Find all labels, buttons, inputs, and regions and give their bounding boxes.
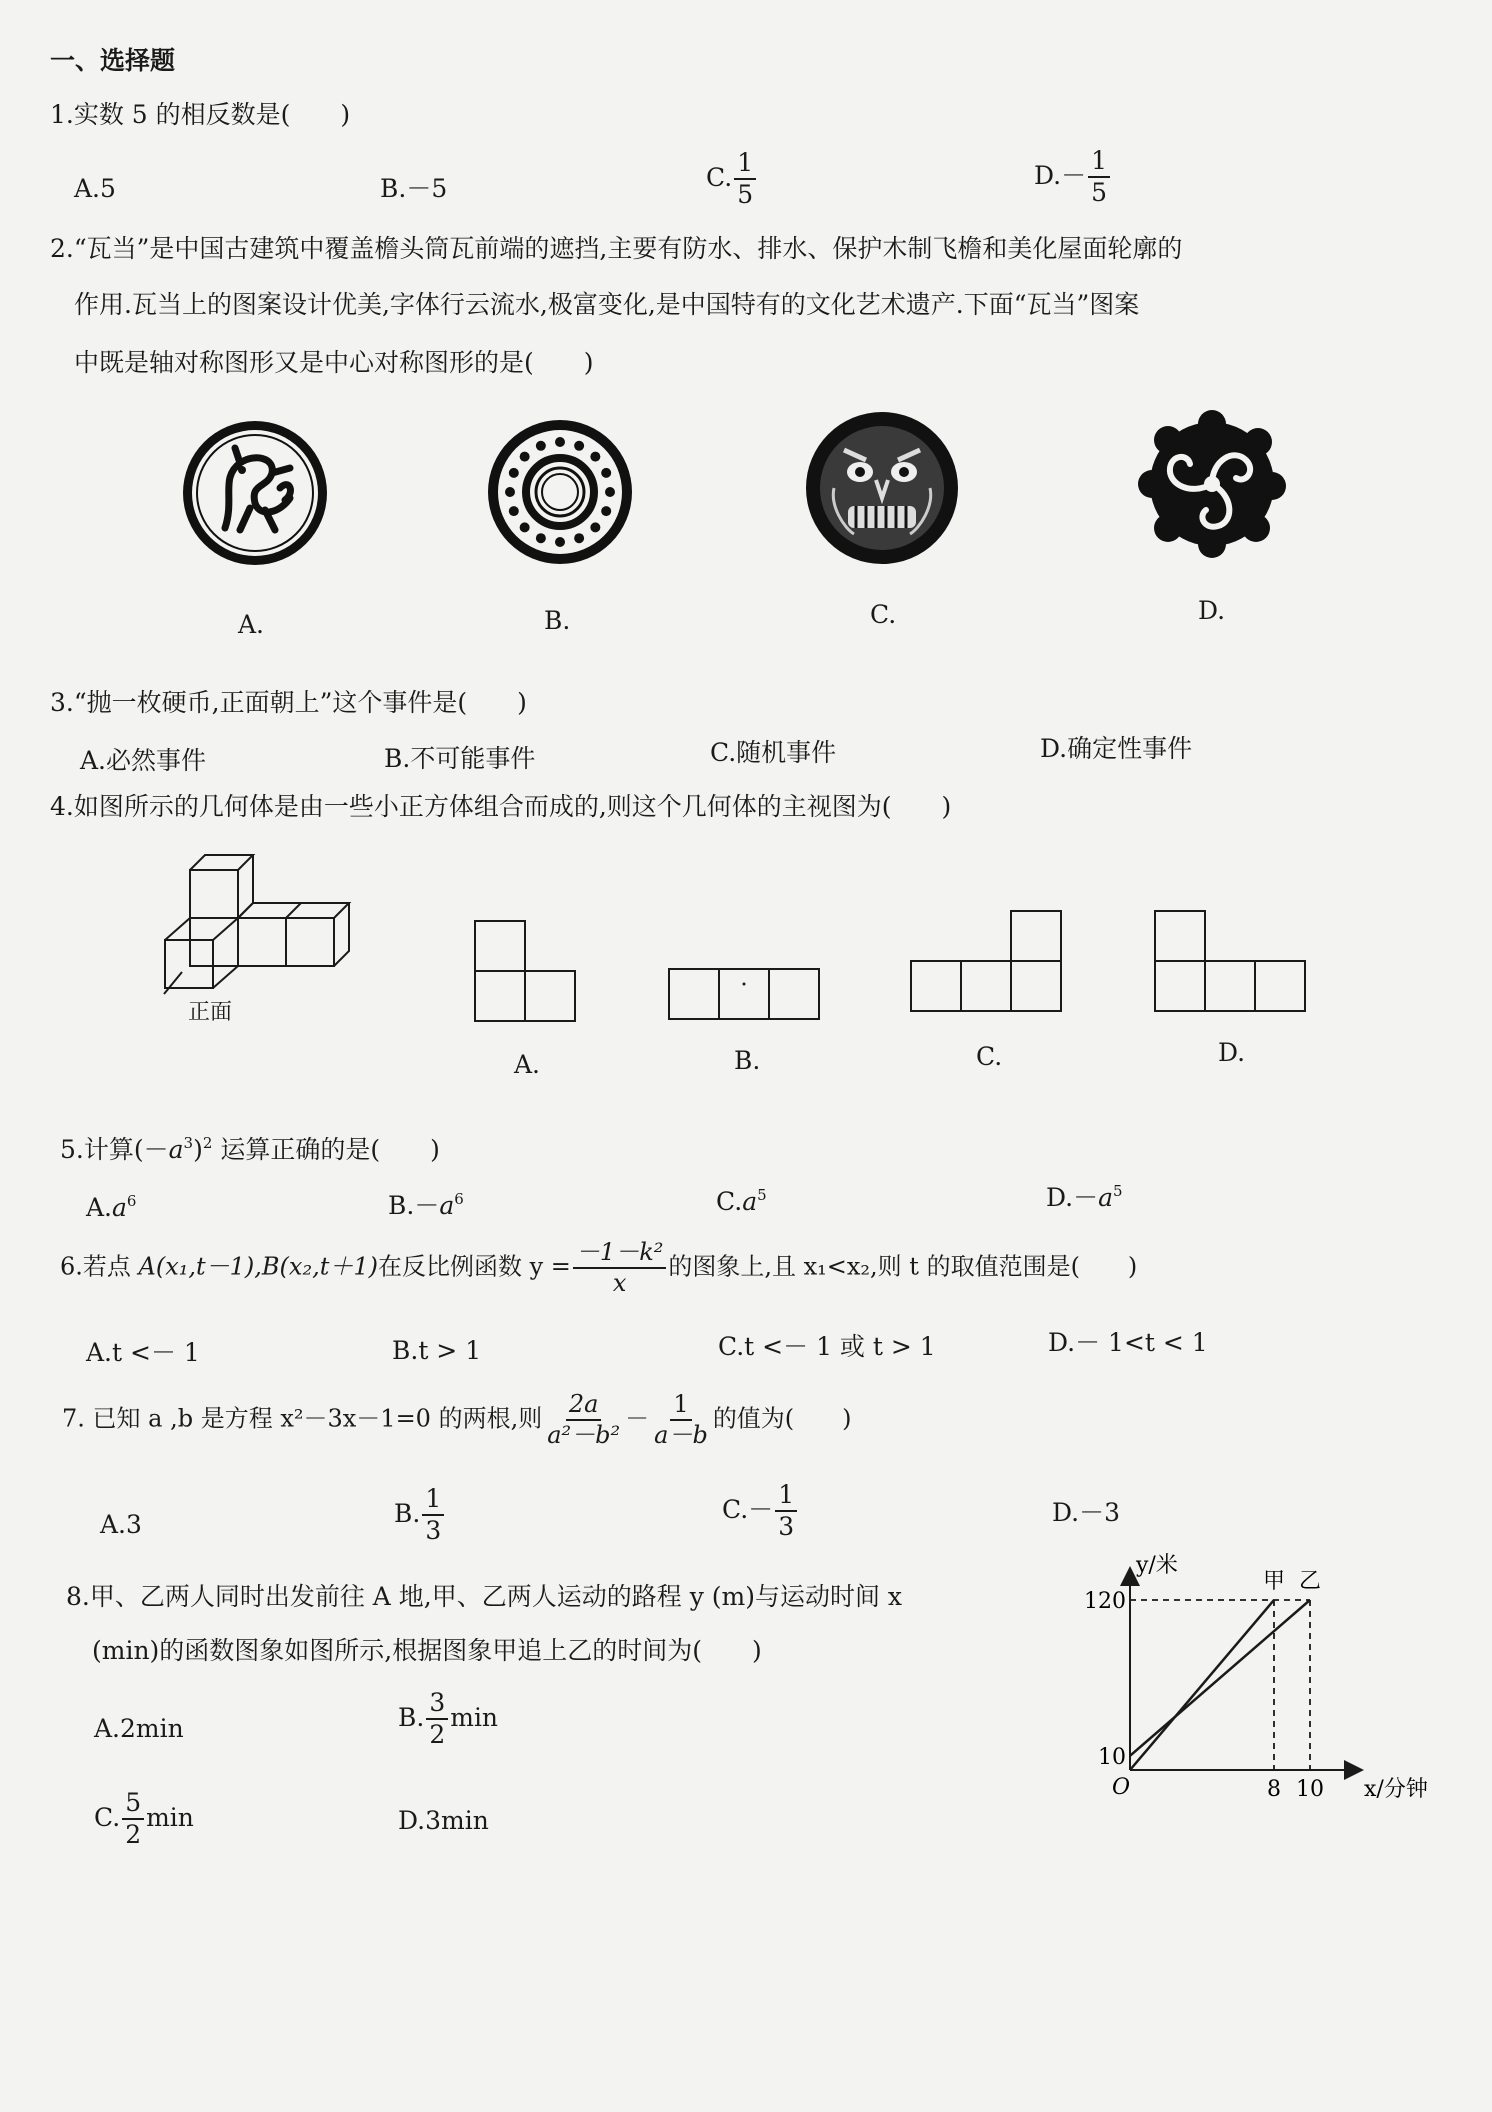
q6-post: 的图象上,且 x₁<x₂,则 t 的取值范围是( ) xyxy=(668,1252,1138,1281)
q1-option-c-fraction xyxy=(734,150,756,209)
q6-fraction-den: x xyxy=(612,1269,627,1298)
q7-option-b-prefix: B. xyxy=(394,1498,421,1528)
q3-option-a: A.必然事件 xyxy=(80,746,207,775)
q4-stem: 4.如图所示的几何体是由一些小正方体组合而成的,则这个几何体的主视图为( ) xyxy=(50,792,952,821)
q8-option-b-den: 2 xyxy=(429,1720,446,1750)
q4-option-d-figure xyxy=(1150,906,1310,1016)
q5-stem-var: a xyxy=(168,1135,184,1164)
series-lines xyxy=(1130,1600,1310,1770)
q5-stem-exp: 3 xyxy=(183,1134,194,1152)
q5-stem-exp2: 2 xyxy=(202,1134,213,1152)
q1-option-c xyxy=(706,150,758,209)
q1-stem: 1.实数 5 的相反数是( ) xyxy=(50,100,351,129)
q1-option-c-num: 1 xyxy=(734,150,756,180)
q2-label-b: B. xyxy=(544,606,571,635)
q5-option-b-prefix: B.－ xyxy=(388,1191,440,1220)
wadang-d-image xyxy=(1138,410,1286,558)
q6-points: A(x₁,t－1),B(x₂,t＋1) xyxy=(138,1252,378,1281)
q1-option-d-prefix: D.－ xyxy=(1034,160,1087,190)
q1-option-c-prefix: C. xyxy=(706,162,733,192)
q7-fraction-2 xyxy=(651,1392,711,1448)
q3-option-c: C.随机事件 xyxy=(710,738,837,767)
q4-label-a: A. xyxy=(514,1050,541,1079)
q3-option-d: D.确定性事件 xyxy=(1040,734,1193,763)
q6-option-a: A.t <－ 1 xyxy=(86,1338,200,1367)
q5-stem-pre: 5.计算(－ xyxy=(60,1135,169,1164)
q5-option-c-prefix: C. xyxy=(716,1187,743,1216)
wadang-c-image xyxy=(804,410,960,566)
q7-fraction-1 xyxy=(544,1392,623,1448)
q5-option-c-exp: 5 xyxy=(757,1186,767,1204)
q8-option-c-fraction xyxy=(122,1790,144,1849)
q5-option-a xyxy=(86,1194,136,1220)
q7-option-b-fraction xyxy=(422,1486,444,1545)
q6-option-b: B.t > 1 xyxy=(392,1336,482,1365)
q8-option-b-num: 3 xyxy=(426,1690,448,1720)
q1-option-c-den: 5 xyxy=(737,180,754,210)
q8-option-c-unit: min xyxy=(146,1802,194,1832)
q5-stem xyxy=(60,1136,440,1162)
q5-option-b xyxy=(388,1192,464,1218)
wadang-a-image xyxy=(180,418,330,568)
x-tick-10: 10 xyxy=(1296,1777,1324,1802)
q3-option-b: B.不可能事件 xyxy=(384,744,536,773)
origin-label: O xyxy=(1112,1775,1131,1800)
q5-option-d-exp: 5 xyxy=(1113,1182,1123,1200)
q1-option-d xyxy=(1034,148,1112,207)
q8-option-c-prefix: C. xyxy=(94,1802,121,1832)
q1-option-a: A.5 xyxy=(74,174,116,203)
x-tick-8: 8 xyxy=(1267,1777,1281,1802)
q7-minus: － xyxy=(625,1404,650,1433)
q8-option-a: A.2min xyxy=(94,1714,184,1743)
q1-option-d-fraction xyxy=(1088,148,1110,207)
q5-option-a-exp: 6 xyxy=(126,1192,137,1210)
q8-option-c xyxy=(94,1790,194,1849)
q7-option-b xyxy=(394,1486,446,1545)
x-axis-label: x/分钟 xyxy=(1364,1777,1428,1802)
q4-option-b-figure xyxy=(664,964,824,1024)
q1-option-d-den: 5 xyxy=(1091,178,1108,208)
q8-option-b-fraction xyxy=(426,1690,448,1749)
q2-label-c: C. xyxy=(870,600,897,629)
q5-option-b-exp: 6 xyxy=(454,1190,464,1208)
q7-option-c xyxy=(722,1482,799,1541)
q7-option-c-fraction xyxy=(775,1482,797,1541)
q4-option-c-figure xyxy=(906,906,1066,1016)
q5-option-d xyxy=(1046,1184,1123,1210)
q6-fraction-num: －1－k² xyxy=(573,1240,666,1269)
q8-option-c-num: 5 xyxy=(122,1790,144,1820)
series-line-1 xyxy=(1130,1600,1310,1756)
dashed-guides xyxy=(1130,1600,1310,1770)
q7-option-c-prefix: C.－ xyxy=(722,1494,774,1524)
q4-option-a-figure xyxy=(470,916,580,1026)
q6-pre: 6.若点 xyxy=(60,1252,139,1281)
q2-line2: 作用.瓦当上的图案设计优美,字体行云流水,极富变化,是中国特有的文化艺术遗产.下面“瓦当”图案 xyxy=(74,290,1140,319)
q5-option-d-prefix: D.－ xyxy=(1046,1183,1099,1212)
q8-option-b-unit: min xyxy=(450,1702,499,1732)
q6-mid: 在反比例函数 y = xyxy=(377,1252,571,1281)
q7-option-a: A.3 xyxy=(100,1510,142,1539)
series-label-yi: 乙 xyxy=(1298,1569,1322,1594)
q7-option-d: D.－3 xyxy=(1052,1498,1121,1527)
q7-option-b-num: 1 xyxy=(422,1486,444,1516)
q5-stem-post: 运算正确的是( ) xyxy=(212,1135,440,1164)
wadang-b-image xyxy=(486,418,634,566)
q8-option-b-prefix: B. xyxy=(398,1702,425,1732)
series-line-0 xyxy=(1130,1600,1274,1770)
q8-option-d: D.3min xyxy=(398,1806,489,1835)
q7-f2-num: 1 xyxy=(670,1392,691,1421)
q6-fraction xyxy=(573,1240,666,1296)
q2-line3: 中既是轴对称图形又是中心对称图形的是( ) xyxy=(74,348,594,377)
q5-option-c xyxy=(716,1188,767,1214)
q7-post: 的值为( ) xyxy=(712,1404,852,1433)
q5-option-a-prefix: A. xyxy=(86,1193,113,1222)
q7-option-b-den: 3 xyxy=(425,1516,442,1546)
y-tick-120: 120 xyxy=(1084,1589,1126,1614)
q6-option-c: C.t <－ 1 或 t > 1 xyxy=(718,1332,936,1361)
q4-label-d: D. xyxy=(1218,1038,1246,1067)
q7-f1-num: 2a xyxy=(566,1392,602,1421)
q7-pre: 7. 已知 a ,b 是方程 x²－3x－1=0 的两根,则 xyxy=(62,1404,543,1433)
q8-line2: (min)的函数图象如图所示,根据图象甲追上乙的时间为( ) xyxy=(92,1636,762,1665)
y-axis-label: y/米 xyxy=(1136,1553,1178,1578)
q4-label-c: C. xyxy=(976,1042,1003,1071)
q6-option-d: D.－ 1<t < 1 xyxy=(1048,1328,1208,1357)
q6-stem xyxy=(60,1240,1137,1296)
q1-option-d-num: 1 xyxy=(1088,148,1110,178)
section-title: 一、选择题 xyxy=(50,46,176,75)
q7-option-c-den: 3 xyxy=(778,1512,795,1542)
q8-distance-time-chart xyxy=(1060,1550,1428,1820)
q5-option-a-base: a xyxy=(112,1193,127,1222)
q5-option-d-base: a xyxy=(1098,1183,1114,1212)
q8-option-b xyxy=(398,1690,498,1749)
q1-option-b: B.－5 xyxy=(380,174,448,203)
q8-line1: 8.甲、乙两人同时出发前往 A 地,甲、乙两人运动的路程 y (m)与运动时间 x xyxy=(66,1582,903,1611)
q2-label-d: D. xyxy=(1198,596,1226,625)
q5-stem-close: ) xyxy=(193,1135,203,1164)
y-tick-10: 10 xyxy=(1098,1744,1126,1770)
q4-label-b: B. xyxy=(734,1046,761,1075)
q2-line1: 2.“瓦当”是中国古建筑中覆盖檐头筒瓦前端的遮挡,主要有防水、排水、保护木制飞檐和美化屋面轮廓的 xyxy=(50,234,1183,263)
q8-option-c-den: 2 xyxy=(125,1820,142,1850)
q7-stem xyxy=(62,1392,852,1448)
q5-option-c-base: a xyxy=(742,1187,758,1216)
q7-f2-den: a－b xyxy=(654,1421,708,1450)
series-label-jia: 甲 xyxy=(1262,1569,1286,1594)
q7-option-c-num: 1 xyxy=(775,1482,797,1512)
q5-option-b-base: a xyxy=(439,1191,455,1220)
q7-f1-den: a²－b² xyxy=(547,1421,621,1450)
q3-stem: 3.“抛一枚硬币,正面朝上”这个事件是( ) xyxy=(50,688,527,717)
q2-label-a: A. xyxy=(238,610,265,639)
q4-front-label: 正面 xyxy=(188,1000,233,1025)
